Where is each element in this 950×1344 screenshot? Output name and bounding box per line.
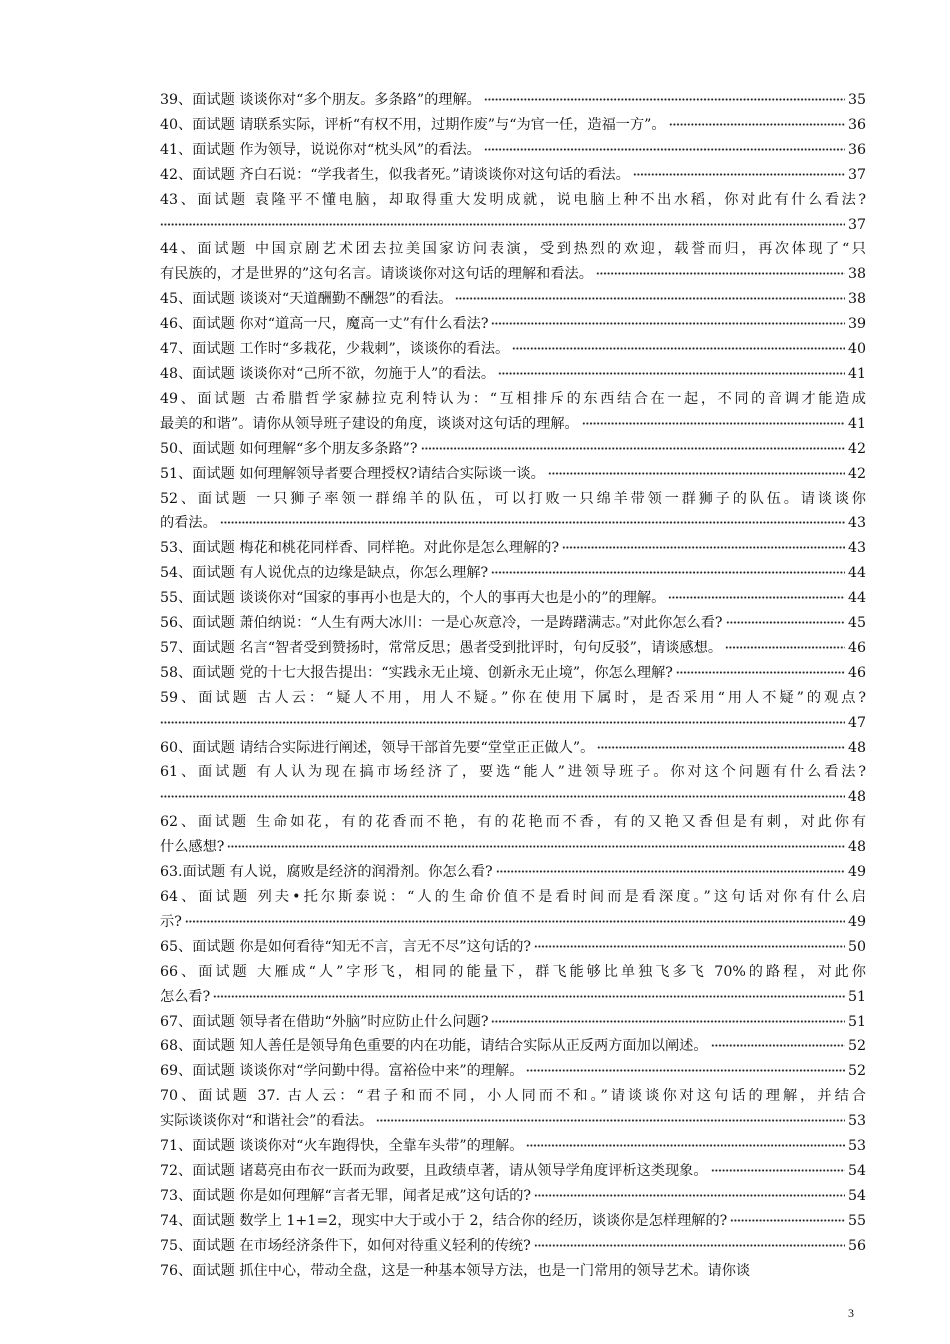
toc-entry[interactable] (160, 163, 866, 188)
toc-page-number: 35 (847, 92, 866, 108)
toc-page-number: 37 (847, 216, 866, 233)
toc-entry[interactable] (160, 1209, 866, 1234)
toc-page-number: 38 (847, 266, 866, 283)
toc-entry-line: 64、面试题 列夫•托尔斯泰说：“人的生命价值不是看时间而是看深度。”这句话对你有什么启 (160, 889, 866, 905)
toc-entry-last-line (160, 711, 866, 736)
toc-entry-text: 48、面试题 谈谈你对“己所不欲，勿施于人”的看法。 (160, 365, 496, 382)
toc-entry-text: 67、面试题 领导者在借助“外脑”时应防止什么问题? (160, 1013, 489, 1030)
toc-entry[interactable] (160, 1184, 866, 1209)
toc-entry[interactable] (160, 1034, 866, 1059)
toc-page-number: 43 (847, 540, 866, 557)
toc-entry-text: 65、面试题 你是如何看待“知无不言，言无不尽”这句话的? (160, 938, 531, 955)
toc-entry-text: 60、面试题 请结合实际进行阐述，领导干部首先要“堂堂正正做人”。 (160, 739, 595, 756)
toc-entry-line: 61、面试题 有人认为现在搞市场经济了，要选“能人”进领导班子。你对这个问题有什么看法? (160, 764, 866, 781)
toc-entry[interactable] (160, 810, 866, 860)
toc-entry-text: 71、面试题 谈谈你对“火车跑得快，全靠车头带”的理解。 (160, 1138, 524, 1155)
toc-page-number: 42 (847, 465, 866, 482)
toc-page-number: 53 (847, 1113, 866, 1130)
toc-entry-text: 有民族的，才是世界的”这句名言。请谈谈你对这句话的理解和看法。 (160, 266, 593, 283)
toc-entry-line: 52、面试题 一只狮子率领一群绵羊的队伍，可以打败一只绵羊带领一群狮子的队伍。请谈谈你 (160, 490, 866, 507)
toc-entry-text: 72、面试题 诸葛亮由布衣一跃而为政要，且政绩卓著，请从领导学角度评析这类现象。 (160, 1162, 708, 1179)
dot-leader (711, 1166, 845, 1175)
toc-page-number: 41 (847, 415, 866, 432)
dot-leader (534, 1191, 845, 1200)
toc-entry-last-line (160, 88, 866, 113)
toc-entry-last-line (160, 138, 866, 163)
toc-entry[interactable] (160, 736, 866, 761)
toc-entry-last-line (160, 785, 866, 810)
toc-entry-line: 59、面试题 古人云：“疑人不用，用人不疑。”你在使用下属时，是否采用“用人不疑”的观点? (160, 689, 866, 706)
toc-entry-last-line (160, 935, 866, 960)
toc-entry-last-line (160, 736, 866, 761)
toc-entry-last-line (160, 1109, 866, 1134)
toc-entry-last-line (160, 910, 866, 935)
toc-entry-line: 76、面试题 抓住中心，带动全盘，这是一种基本领导方法，也是一门常用的领导艺术。请你谈 (160, 1262, 751, 1279)
toc-entry-last-line (160, 312, 866, 337)
toc-entry-text: 54、面试题 有人说优点的边缘是缺点，你怎么理解? (160, 565, 489, 582)
toc-page-number: 41 (847, 365, 866, 382)
toc-entry-line: 66、面试题 大雁成“人”字形飞，相同的能量下，群飞能够比单独飞多飞 70%的路程，对此你 (160, 963, 866, 980)
dot-leader (526, 1066, 845, 1075)
toc-entry[interactable] (160, 935, 866, 960)
dot-leader (597, 743, 845, 752)
toc-entry-text: 75、面试题 在市场经济条件下，如何对待重义轻利的传统? (160, 1237, 531, 1254)
toc-page-number: 46 (847, 639, 866, 656)
toc-entry-text: 74、面试题 数学上 1+1=2，现实中大于或小于 2，结合你的经历，谈谈你是怎样理解的? (160, 1212, 728, 1229)
dot-leader (491, 568, 845, 577)
toc-entry[interactable] (160, 1084, 866, 1134)
toc-entry-line: 43、面试题 袁隆平不懂电脑，却取得重大发明成就，说电脑上种不出水稻，你对此有什么看法? (160, 191, 866, 208)
toc-entry[interactable] (160, 561, 866, 586)
toc-entry-last-line (160, 163, 866, 188)
toc-page-number: 48 (847, 839, 866, 856)
toc-entry[interactable] (160, 760, 866, 810)
toc-entry[interactable] (160, 1159, 866, 1184)
toc-entry-text: 63.面试题 有人说，腐败是经济的润滑剂。你怎么看? (160, 864, 493, 881)
toc-entry-last-line (160, 661, 866, 686)
toc-entry-last-line (160, 611, 866, 636)
dot-leader (455, 294, 844, 303)
toc-entry-last-line (160, 262, 866, 287)
dot-leader (484, 145, 845, 154)
toc-entry-last-line (160, 1209, 866, 1234)
toc-entry[interactable] (160, 860, 866, 885)
toc-entry-last-line (160, 462, 866, 487)
dot-leader (534, 1241, 845, 1250)
toc-entry[interactable] (160, 586, 866, 611)
toc-entry-last-line (160, 113, 866, 138)
toc-entry[interactable] (160, 1259, 866, 1284)
toc-entry[interactable] (160, 387, 866, 437)
toc-entry-text: 示? (160, 913, 182, 930)
toc-entry[interactable] (160, 1234, 866, 1259)
toc-entry-text: 41、面试题 作为领导，说说你对“枕头风”的看法。 (160, 141, 481, 158)
toc-entry-last-line (160, 1010, 866, 1035)
toc-entry[interactable] (160, 188, 866, 238)
dot-leader (596, 269, 845, 278)
toc-entry-last-line (160, 213, 866, 238)
toc-entry-last-line (160, 985, 866, 1010)
toc-page-number: 36 (847, 141, 866, 158)
dot-leader (669, 120, 845, 129)
toc-entry[interactable] (160, 536, 866, 561)
toc-page-number: 52 (847, 1038, 866, 1055)
toc-entry-line: 44、面试题 中国京剧艺术团去拉美国家访问表演，受到热烈的欢迎，载誉而归，再次体现了“只 (160, 241, 866, 258)
toc-page-number: 55 (847, 1212, 866, 1229)
toc-entry-last-line (160, 1034, 866, 1059)
toc-page-number: 51 (847, 988, 866, 1005)
toc-entry-line: 49、面试题 古希腊哲学家赫拉克利特认为：“互相排斥的东西结合在一起，不同的音调才能造成 (160, 390, 866, 407)
toc-entry[interactable] (160, 960, 866, 1010)
toc-entry[interactable] (160, 437, 866, 462)
dot-leader (512, 344, 845, 353)
toc-page-number: 43 (847, 515, 866, 532)
dot-leader (582, 419, 845, 428)
toc-entry[interactable] (160, 362, 866, 387)
toc-entry-text: 69、面试题 谈谈你对“学问勤中得。富裕俭中来”的理解。 (160, 1063, 524, 1080)
toc-page-number: 45 (847, 615, 866, 632)
toc-page-number: 44 (847, 565, 866, 582)
dot-leader (668, 593, 845, 602)
toc-page-number: 46 (847, 664, 866, 681)
toc-entry-last-line (160, 287, 866, 312)
page-number: 3 (848, 1306, 854, 1320)
toc-entry-last-line (160, 1184, 866, 1209)
toc-page-number: 39 (847, 316, 866, 333)
toc-entry[interactable] (160, 337, 866, 362)
toc-entry-text: 46、面试题 你对“道高一尺，魔高一丈”有什么看法? (160, 316, 489, 333)
toc-entry-text: 68、面试题 知人善任是领导角色重要的内在功能，请结合实际从正反两方面加以阐述。 (160, 1038, 708, 1055)
toc-page-number: 54 (847, 1162, 866, 1179)
dot-leader (185, 917, 845, 926)
dot-leader (633, 170, 845, 179)
toc-entry-text: 56、面试题 萧伯纳说：“人生有两大冰川：一是心灰意冷，一是踌躇满志。”对此你怎么看? (160, 615, 723, 632)
toc-entry[interactable] (160, 686, 866, 736)
dot-leader (421, 444, 845, 453)
dot-leader (730, 1216, 845, 1225)
toc-page-number: 49 (847, 864, 866, 881)
toc-entry-last-line (160, 860, 866, 885)
toc-entry-text: 47、面试题 工作时“多栽花，少栽刺”，谈谈你的看法。 (160, 341, 510, 358)
toc-entry-last-line (160, 437, 866, 462)
toc-entry[interactable] (160, 661, 866, 686)
toc-entry-text: 39、面试题 谈谈你对“多个朋友。多条路”的理解。 (160, 92, 481, 108)
toc-entry-text: 58、面试题 党的十七大报告提出：“实践永无止境、创新永无止境”，你怎么理解? (160, 664, 673, 681)
toc-entry[interactable] (160, 611, 866, 636)
toc-entry-last-line (160, 586, 866, 611)
dot-leader (534, 942, 845, 951)
toc-entry-text: 最美的和谐”。请你从领导班子建设的角度，谈谈对这句话的理解。 (160, 415, 579, 432)
toc-page-number: 48 (847, 789, 866, 806)
toc-page-number: 36 (847, 116, 866, 133)
toc-entry[interactable] (160, 1134, 866, 1159)
toc-entry-last-line (160, 511, 866, 536)
toc-entry-last-line (160, 1159, 866, 1184)
toc-entry[interactable] (160, 237, 866, 287)
toc-entry-text: 实际谈谈你对“和谐社会”的看法。 (160, 1113, 374, 1130)
dot-leader (227, 842, 845, 851)
toc-entry-last-line (160, 561, 866, 586)
dot-leader (676, 668, 845, 677)
dot-leader (725, 643, 845, 652)
toc-entry-text: 42、面试题 齐白石说：“学我者生，似我者死。”请谈谈你对这句话的看法。 (160, 166, 630, 183)
toc-entry-last-line (160, 1234, 866, 1259)
toc-entry[interactable] (160, 88, 866, 113)
toc-page-number: 49 (847, 913, 866, 930)
toc-page-number: 54 (847, 1187, 866, 1204)
toc-entry[interactable] (160, 1059, 866, 1084)
dot-leader (220, 518, 845, 527)
toc-entry-text: 51、面试题 如何理解领导者要合理授权?请结合实际谈一谈。 (160, 465, 545, 482)
toc-entry-text: 什么感想? (160, 839, 225, 856)
toc-entry-text: 50、面试题 如何理解“多个朋友多条路”? (160, 440, 418, 457)
toc-entry-last-line (160, 362, 866, 387)
toc-page-number: 38 (847, 291, 866, 308)
toc-page-number: 51 (847, 1013, 866, 1030)
dot-leader (496, 867, 845, 876)
dot-leader (213, 992, 845, 1001)
toc-page-number: 42 (847, 440, 866, 457)
dot-leader (711, 1041, 845, 1050)
toc-page-number: 37 (847, 166, 866, 183)
toc-entry[interactable] (160, 287, 866, 312)
toc-entry[interactable] (160, 138, 866, 163)
toc-entry-last-line (160, 1134, 866, 1159)
toc-entry-line: 62、面试题 生命如花，有的花香而不艳，有的花艳而不香，有的又艳又香但是有刺，对此你有 (160, 814, 866, 831)
toc-entry[interactable] (160, 113, 866, 138)
toc-entry-text: 53、面试题 梅花和桃花同样香、同样艳。对此你是怎么理解的? (160, 540, 560, 557)
dot-leader (726, 618, 845, 627)
toc-entry-last-line (160, 835, 866, 860)
toc-entry-text: 73、面试题 你是如何理解“言者无罪，闻者足戒”这句话的? (160, 1187, 531, 1204)
toc-page-number: 47 (847, 714, 866, 731)
toc-entry[interactable] (160, 312, 866, 337)
toc-entry-last-line (160, 636, 866, 661)
dot-leader (160, 718, 845, 727)
dot-leader (484, 95, 845, 104)
dot-leader (491, 319, 845, 328)
toc-entry[interactable] (160, 636, 866, 661)
toc-entry-last-line (160, 412, 866, 437)
toc-page-number: 52 (847, 1063, 866, 1080)
dot-leader (526, 1141, 845, 1150)
toc-page-number: 50 (847, 938, 866, 955)
dot-leader (498, 369, 845, 378)
toc-entry[interactable] (160, 885, 866, 935)
toc-entry-text: 40、面试题 请联系实际，评析“有权不用，过期作废”与“为官一任，造福一方”。 (160, 116, 666, 133)
toc-entry-text: 57、面试题 名言“智者受到赞扬时，常常反思；愚者受到批评时，句句反驳”，请谈感想。 (160, 639, 723, 656)
toc-entry[interactable] (160, 487, 866, 537)
dot-leader (376, 1116, 845, 1125)
toc-entry-last-line (160, 1059, 866, 1084)
toc-entry-last-line (160, 337, 866, 362)
toc-page-number: 48 (847, 739, 866, 756)
toc-page-number: 40 (847, 341, 866, 358)
dot-leader (548, 469, 845, 478)
dot-leader (562, 543, 845, 552)
toc-entry-text: 55、面试题 谈谈你对“国家的事再小也是大的，个人的事再大也是小的”的理解。 (160, 590, 666, 607)
toc-page-number: 56 (847, 1237, 866, 1254)
table-of-contents (160, 88, 866, 1284)
dot-leader (160, 220, 845, 229)
toc-entry-text: 的看法。 (160, 515, 217, 532)
toc-page-number: 44 (847, 590, 866, 607)
toc-entry-line: 70、面试题 37. 古人云：“君子和而不同，小人同而不和。”请谈谈你对这句话的理解，并结合 (160, 1088, 866, 1105)
toc-page-number: 53 (847, 1138, 866, 1155)
toc-entry-text: 怎么看? (160, 988, 211, 1005)
toc-entry[interactable] (160, 462, 866, 487)
toc-entry-text: 45、面试题 谈谈对“天道酬勤不酬怨”的看法。 (160, 291, 453, 308)
toc-entry-last-line (160, 536, 866, 561)
dot-leader (160, 792, 845, 801)
dot-leader (491, 1017, 845, 1026)
toc-entry[interactable] (160, 1010, 866, 1035)
